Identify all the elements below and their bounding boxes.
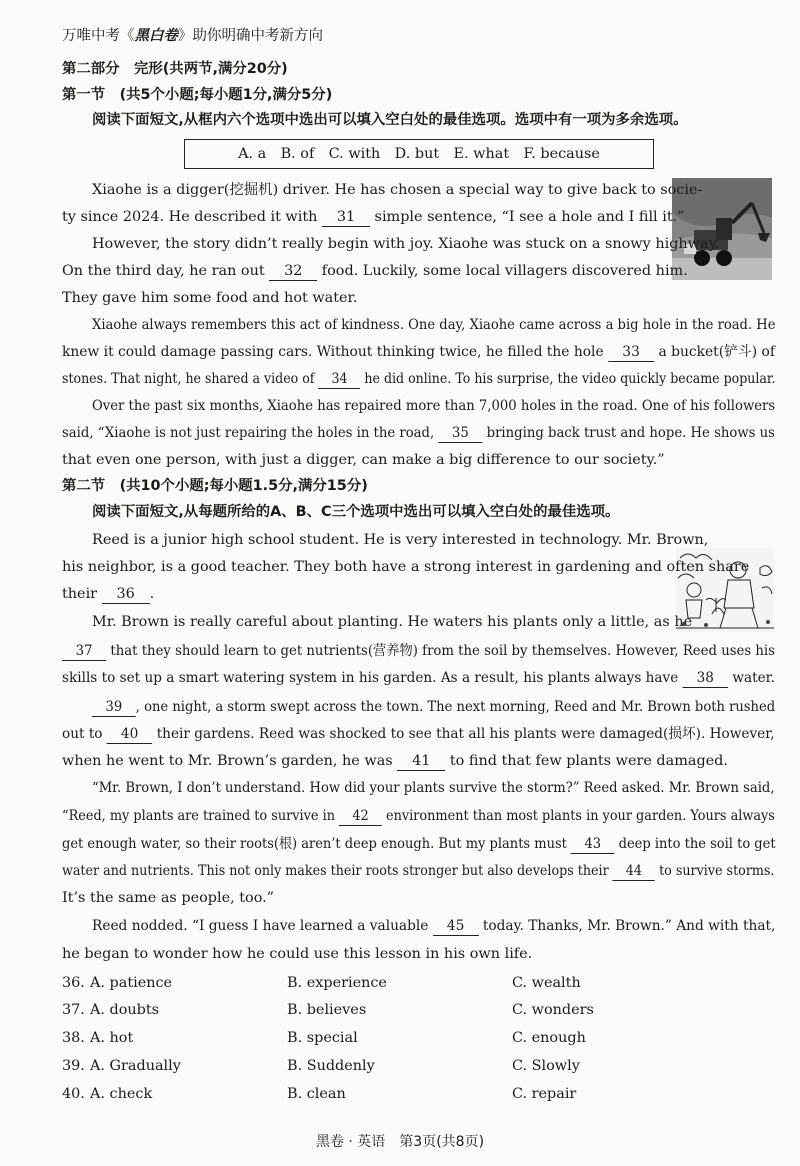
s2-line-11 [62, 806, 775, 826]
blank-37: 37 [62, 642, 106, 661]
text: to survive storms. [655, 863, 775, 879]
s2-line-3 [62, 584, 154, 604]
part2-title: 第二部分 完形(共两节,满分20分) [62, 61, 288, 77]
text: to find that few plants were damaged. [445, 753, 728, 769]
text: skills to set up a smart watering system in his garden. As a result, his plants always have [62, 670, 683, 686]
s2-line-1 [92, 530, 708, 550]
s1-line-3 [92, 234, 719, 254]
blank-31: 31 [322, 208, 370, 227]
text: food. Luckily, some local villagers discovered him. [317, 263, 688, 279]
text: simple sentence, “I see a hole and I fill it.” [369, 209, 685, 225]
text: ty since 2024. He described it with [62, 209, 322, 225]
text: he began to wonder how he could use this lesson in his own life. [62, 946, 533, 962]
question-number: 40. [62, 1086, 85, 1102]
header-suffix: 》助你明确中考新方向 [178, 28, 323, 44]
text: They gave him some food and hot water. [62, 290, 358, 306]
option-c[interactable]: C. wonders [512, 1002, 594, 1018]
blank-32: 32 [269, 262, 317, 281]
s2-line-13 [62, 861, 774, 881]
text: their gardens. Reed was shocked to see that all his plants were damaged(损坏). However, [152, 726, 775, 742]
blank-45: 45 [433, 917, 479, 936]
s2-line-12 [62, 834, 776, 854]
text: get enough water, so their roots(根) aren’t deep enough. But my plants must [62, 836, 572, 852]
blank-36: 36 [102, 585, 150, 604]
s2-line-9 [62, 751, 728, 771]
text: It’s the same as people, too.” [62, 890, 275, 906]
text: However, the story didn’t really begin with joy. Xiaohe was stuck on a snowy highway. [92, 236, 720, 252]
text: . [149, 586, 155, 602]
option-a[interactable]: A. Gradually [90, 1058, 181, 1074]
s2-line-2 [62, 557, 749, 577]
text: said, “Xiaohe is not just repairing the holes in the road, [62, 425, 439, 441]
blank-43: 43 [571, 835, 614, 854]
text: today. Thanks, Mr. Brown.” And with that, [478, 918, 776, 934]
header-prefix: 万唯中考《 [62, 28, 135, 44]
s2-line-6 [62, 668, 775, 688]
section1-title: 第一节 (共5个小题;每小题1分,满分5分) [62, 87, 333, 103]
s1-line-9 [92, 396, 775, 416]
question-number: 39. [62, 1058, 85, 1074]
s1-line-2 [62, 207, 685, 227]
s2-line-7 [92, 697, 775, 717]
blank-35: 35 [438, 424, 482, 443]
text: “Mr. Brown, I don’t understand. How did your plants survive the storm?” Reed asked. Mr. Brown said, [92, 780, 775, 796]
page-footer: 黑卷 · 英语 第3页(共8页) [315, 1134, 485, 1150]
s1-line-4 [62, 261, 688, 281]
text: , one night, a storm swept across the town. The next morning, Reed and Mr. Brown both rushed [135, 699, 776, 715]
option-b[interactable]: B. special [287, 1030, 358, 1046]
text: a bucket(铲斗) of [654, 344, 775, 360]
s1-line-6 [92, 315, 775, 335]
s1-line-11 [62, 450, 665, 470]
option-a[interactable]: A. hot [90, 1030, 134, 1046]
page-header [62, 26, 323, 46]
section2-instruction: 阅读下面短文,从每题所给的A、B、C三个选项中选出可以填入空白处的最佳选项。 [92, 504, 620, 520]
text: bringing back trust and hope. He shows us [482, 425, 775, 441]
text: deep into the soil to get [614, 836, 776, 852]
s1-line-5 [62, 288, 357, 308]
text: Reed nodded. “I guess I have learned a valuable [92, 918, 433, 934]
blank-42: 42 [339, 807, 382, 826]
option-b[interactable]: B. experience [287, 975, 387, 991]
question-number: 38. [62, 1030, 85, 1046]
s2-line-5 [62, 641, 775, 661]
option-a[interactable]: A. check [90, 1086, 153, 1102]
text: Xiaohe always remembers this act of kindness. One day, Xiaohe came across a big hole in the road. He [92, 317, 776, 333]
question-number: 36. [62, 975, 85, 991]
blank-44: 44 [613, 862, 655, 881]
s1-line-10 [62, 423, 775, 443]
s2-line-14 [62, 888, 274, 908]
blank-33: 33 [608, 343, 654, 362]
option-c[interactable]: C. wealth [512, 975, 581, 991]
options-box: A. a B. of C. with D. but E. what F. because [184, 139, 654, 169]
text: water. [727, 670, 775, 686]
s1-line-7 [62, 342, 775, 362]
s2-line-10 [92, 778, 774, 798]
text: their [62, 586, 102, 602]
option-b[interactable]: B. clean [287, 1086, 346, 1102]
option-a[interactable]: A. patience [90, 975, 173, 991]
blank-40: 40 [107, 725, 153, 744]
text: On the third day, he ran out [62, 263, 270, 279]
text: environment than most plants in your garden. Yours always [381, 808, 775, 824]
section2-title: 第二节 (共10个小题;每小题1.5分,满分15分) [62, 478, 368, 494]
text: out to [62, 726, 107, 742]
s2-line-4 [92, 612, 692, 632]
s1-line-1 [92, 180, 702, 200]
blank-39: 39 [92, 698, 136, 717]
text: he did online. To his surprise, the video quickly became popular. [360, 371, 776, 387]
option-a[interactable]: A. doubts [90, 1002, 160, 1018]
option-c[interactable]: C. enough [512, 1030, 586, 1046]
text: Reed is a junior high school student. He is very interested in technology. Mr. Brown, [92, 532, 709, 548]
text: Mr. Brown is really careful about planting. He waters his plants only a little, as he [92, 614, 693, 630]
option-b[interactable]: B. Suddenly [287, 1058, 375, 1074]
question-number: 37. [62, 1002, 85, 1018]
s2-line-8 [62, 724, 775, 744]
text: “Reed, my plants are trained to survive in [62, 808, 340, 824]
text: knew it could damage passing cars. Without thinking twice, he filled the hole [62, 344, 609, 360]
text: Over the past six months, Xiaohe has repaired more than 7,000 holes in the road. One of his followers [92, 398, 776, 414]
s2-line-16 [62, 944, 532, 964]
s1-line-8 [62, 369, 776, 389]
header-brand: 黑白卷 [134, 28, 178, 44]
text: water and nutrients. This not only makes their roots stronger but also develops their [62, 863, 613, 879]
blank-38: 38 [683, 669, 728, 688]
s2-line-15 [92, 916, 775, 936]
text: stones. That night, he shared a video of [62, 371, 319, 387]
text: when he went to Mr. Brown’s garden, he was [62, 753, 398, 769]
section1-instruction: 阅读下面短文,从框内六个选项中选出可以填入空白处的最佳选项。选项中有一项为多余选项。 [92, 112, 688, 128]
text: Xiaohe is a digger(挖掘机) driver. He has chosen a special way to give back to socie- [92, 182, 703, 198]
text: that they should learn to get nutrients(营养物) from the soil by themselves. However, Reed uses his [106, 643, 775, 659]
blank-41: 41 [397, 752, 445, 771]
blank-34: 34 [318, 370, 360, 389]
option-c[interactable]: C. repair [512, 1086, 577, 1102]
text: his neighbor, is a good teacher. They both have a strong interest in gardening and often share [62, 559, 750, 575]
option-b[interactable]: B. believes [287, 1002, 367, 1018]
text: that even one person, with just a digger, can make a big difference to our society.” [62, 452, 665, 468]
option-c[interactable]: C. Slowly [512, 1058, 580, 1074]
